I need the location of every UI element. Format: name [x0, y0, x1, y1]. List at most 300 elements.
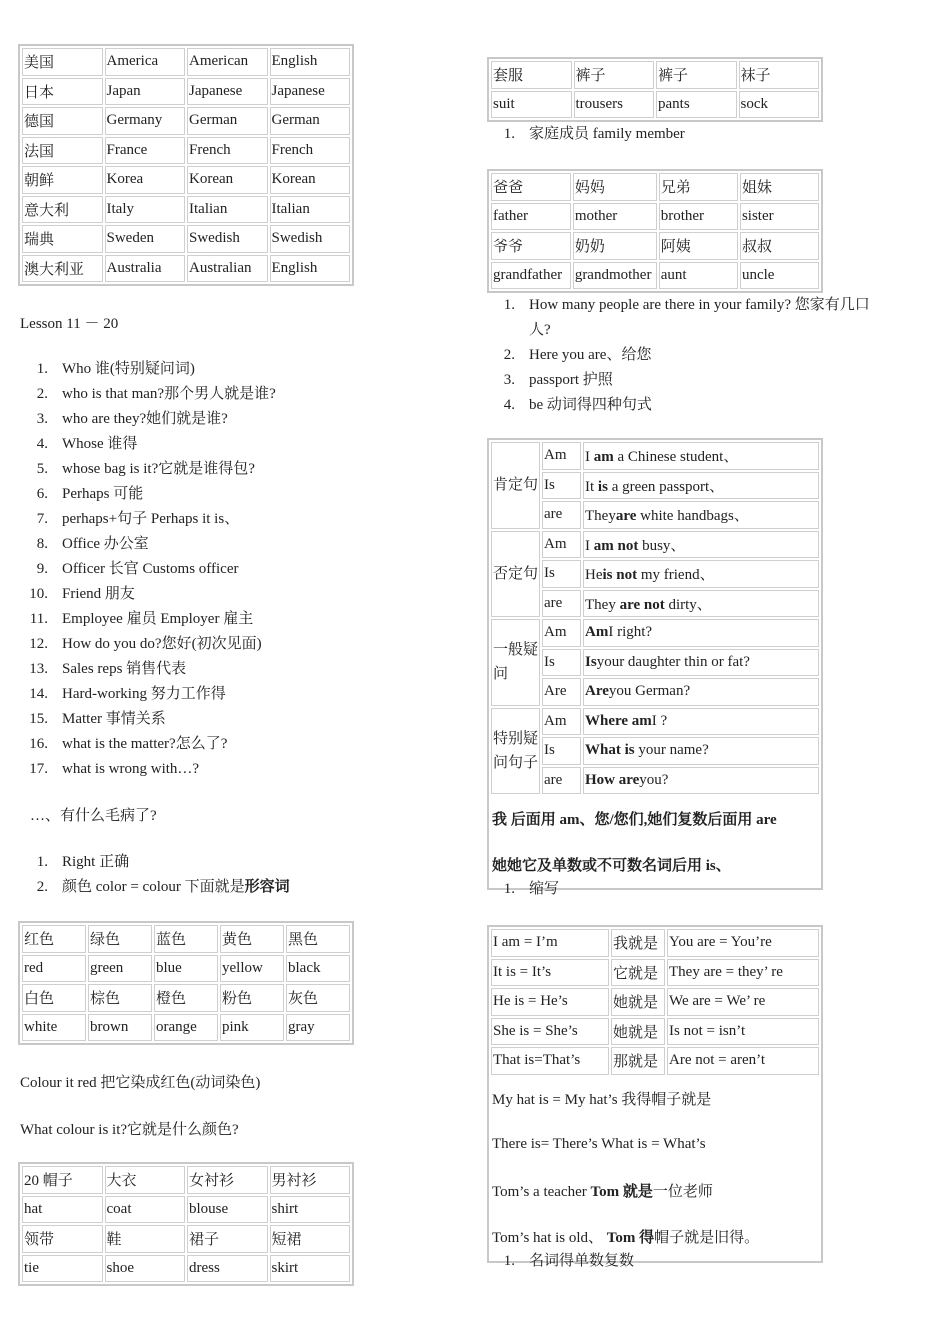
table-row: [491, 442, 819, 470]
table-cell: 裤子: [574, 61, 655, 89]
example-cell: [583, 531, 819, 559]
list-item: [18, 557, 276, 582]
table-cell: grandfather: [491, 262, 571, 290]
table-cell: father: [491, 203, 571, 231]
clothes-table: [18, 1162, 354, 1286]
table-cell: 意大利: [22, 196, 103, 224]
table-cell: blue: [154, 955, 218, 983]
list-text: what is the matter?怎么了?: [62, 736, 228, 752]
table-row: [491, 708, 819, 736]
list-number: 1.: [503, 126, 515, 142]
table-cell: German: [270, 107, 351, 135]
table-cell: French: [187, 137, 268, 165]
table-cell: I am = I’m: [491, 929, 609, 957]
contraction-line-row: [491, 1077, 819, 1121]
example-cell: [583, 767, 819, 795]
table-cell: He is = He’s: [491, 988, 609, 1016]
table-cell: shirt: [270, 1196, 351, 1224]
table-row: [491, 959, 819, 987]
contraction-line-row: [491, 1169, 819, 1213]
list-item: [485, 877, 559, 902]
example-bold: am not: [593, 537, 639, 554]
table-cell: pink: [220, 1014, 284, 1042]
list-number: 3.: [36, 411, 48, 427]
table-cell: Germany: [105, 107, 186, 135]
verb-cell: Is: [542, 560, 581, 588]
noun-heading: [485, 1249, 634, 1274]
table-cell: 套服: [491, 61, 572, 89]
example-cell: [583, 737, 819, 765]
example-text: busy、: [638, 537, 686, 554]
table-cell: That is=That’s: [491, 1047, 609, 1075]
table-row: [22, 1014, 350, 1042]
table-cell: 男衬衫: [270, 1166, 351, 1194]
list-number: 12.: [29, 636, 48, 652]
example-bold: is: [597, 478, 608, 495]
table-cell: 女衬衫: [187, 1166, 268, 1194]
table-cell: Australian: [187, 255, 268, 283]
vocab-list: [18, 357, 276, 782]
table-row: [22, 107, 350, 135]
list-number: 9.: [36, 561, 48, 577]
list-text: be 动词得四种句式: [529, 397, 652, 413]
list-number: 1.: [503, 297, 515, 313]
table-row: [491, 61, 819, 89]
list-item: [18, 850, 290, 875]
verb-cell: are: [542, 501, 581, 529]
list-number: 14.: [29, 686, 48, 702]
table-cell: 瑞典: [22, 225, 103, 253]
table-cell: Japanese: [187, 78, 268, 106]
list-text: Employee 雇员 Employer 雇主: [62, 611, 254, 627]
list-text: How do you do?您好(初次见面): [62, 636, 262, 652]
contraction-heading: [485, 877, 559, 902]
table-cell: 她就是: [611, 988, 665, 1016]
table-cell: 我就是: [611, 929, 665, 957]
table-row: [22, 1166, 350, 1194]
table-cell: 姐妹: [740, 173, 819, 201]
example-bold: is not: [602, 567, 638, 584]
example-bold: How are: [585, 771, 640, 788]
example-text: you German?: [608, 683, 691, 700]
list-item: [18, 732, 276, 757]
list-item: [485, 1249, 634, 1274]
contraction-line: [491, 1123, 819, 1167]
example-text: you?: [639, 771, 669, 788]
example-bold: are: [615, 508, 637, 525]
list-item: [18, 432, 276, 457]
table-cell: sock: [739, 91, 820, 119]
verb-cell: Am: [542, 708, 581, 736]
family-table: [487, 169, 823, 293]
table-cell: 灰色: [286, 984, 350, 1012]
wrong-note: …、有什么毛病了?: [30, 808, 157, 824]
table-cell: She is = She’s: [491, 1018, 609, 1046]
family-heading: [485, 122, 685, 147]
list-item: [485, 368, 870, 393]
table-cell: America: [105, 48, 186, 76]
sentence-type-label: 肯定句: [491, 442, 540, 529]
table-cell: green: [88, 955, 152, 983]
table-row: [491, 472, 819, 500]
line-bold: Tom 得: [606, 1230, 655, 1246]
verb-cell: Are: [542, 678, 581, 706]
table-cell: tie: [22, 1255, 103, 1283]
table-cell: 叔叔: [740, 232, 819, 260]
list-text: whose bag is it?它就是谁得包?: [62, 461, 255, 477]
list-item-continuation: [485, 318, 870, 343]
table-cell: 法国: [22, 137, 103, 165]
example-cell: [583, 442, 819, 470]
list-item: [18, 582, 276, 607]
table-cell: 澳大利亚: [22, 255, 103, 283]
table-cell: suit: [491, 91, 572, 119]
list-item: [18, 532, 276, 557]
table-cell: 阿姨: [659, 232, 738, 260]
list-text: Who 谁(特别疑问词): [62, 361, 195, 377]
list-number: 16.: [29, 736, 48, 752]
example-text: I right?: [608, 624, 653, 641]
sentence-type-label: 特别疑问句子: [491, 708, 540, 795]
list-text: Sales reps 销售代表: [62, 661, 187, 677]
list-text: Whose 谁得: [62, 436, 138, 452]
table-row: [22, 166, 350, 194]
table-cell: Japanese: [270, 78, 351, 106]
contraction-line: [491, 1077, 819, 1121]
example-cell: [583, 590, 819, 618]
table-cell: English: [270, 255, 351, 283]
table-cell: 棕色: [88, 984, 152, 1012]
list-item: [485, 293, 870, 318]
table-cell: Korean: [187, 166, 268, 194]
table-cell: Korea: [105, 166, 186, 194]
table-row: [491, 649, 819, 677]
table-cell: orange: [154, 1014, 218, 1042]
example-text: a Chinese student、: [613, 449, 739, 466]
list-text: Friend 朋友: [62, 586, 135, 602]
list-item: [485, 343, 870, 368]
table-row: [491, 262, 819, 290]
line-text: Tom’s a teacher: [492, 1184, 591, 1200]
table-cell: brother: [659, 203, 738, 231]
list-number: 3.: [503, 372, 515, 388]
table-cell: 那就是: [611, 1047, 665, 1075]
list-item: [18, 632, 276, 657]
list-item: [18, 682, 276, 707]
table-cell: 它就是: [611, 959, 665, 987]
table-cell: red: [22, 955, 86, 983]
list-text: Hard-working 努力工作得: [62, 686, 226, 702]
be-verb-table: [487, 438, 823, 890]
table-row: [22, 925, 350, 953]
example-text: They: [585, 596, 620, 613]
list-text: passport 护照: [529, 372, 613, 388]
table-row: [491, 91, 819, 119]
list-number: 4.: [36, 436, 48, 452]
table-cell: It is = It’s: [491, 959, 609, 987]
example-bold: Are: [585, 683, 609, 700]
list-item: [18, 457, 276, 482]
table-cell: blouse: [187, 1196, 268, 1224]
list-item: [18, 607, 276, 632]
verb-cell: Is: [542, 472, 581, 500]
table-cell: 蓝色: [154, 925, 218, 953]
table-cell: trousers: [574, 91, 655, 119]
table-cell: 大衣: [105, 1166, 186, 1194]
table-cell: French: [270, 137, 351, 165]
table-cell: Italian: [270, 196, 351, 224]
verb-cell: are: [542, 590, 581, 618]
table-cell: They are = they’ re: [667, 959, 819, 987]
right-list: [18, 850, 290, 900]
table-row: [491, 232, 819, 260]
example-cell: [583, 649, 819, 677]
example-cell: [583, 708, 819, 736]
table-cell: mother: [573, 203, 657, 231]
table-cell: Is not = isn’t: [667, 1018, 819, 1046]
table-cell: 袜子: [739, 61, 820, 89]
table-cell: 20 帽子: [22, 1166, 103, 1194]
table-cell: Swedish: [187, 225, 268, 253]
table-row: [491, 590, 819, 618]
table-cell: American: [187, 48, 268, 76]
colour-sentence: Colour it red 把它染成红色(动词染色): [20, 1075, 261, 1091]
list-text: who are they?她们就是谁?: [62, 411, 228, 427]
table-row: [491, 1047, 819, 1075]
table-row: [491, 929, 819, 957]
example-text: They: [585, 508, 616, 525]
list-item: [18, 507, 276, 532]
example-bold: am: [593, 449, 614, 466]
example-text: I: [585, 449, 594, 466]
table-cell: grandmother: [573, 262, 657, 290]
table-cell: hat: [22, 1196, 103, 1224]
table-row: [491, 767, 819, 795]
list-text: Perhaps 可能: [62, 486, 144, 502]
list-number: 1.: [36, 854, 48, 870]
table-cell: 朝鲜: [22, 166, 103, 194]
table-cell: 日本: [22, 78, 103, 106]
list-text: Here you are、给您: [529, 347, 652, 363]
list-text: 家庭成员 family member: [529, 126, 685, 142]
example-cell: [583, 472, 819, 500]
table-row: [22, 255, 350, 283]
line-text: 帽子就是旧得。: [654, 1230, 760, 1246]
list-number: 17.: [29, 761, 48, 777]
table-row: [22, 984, 350, 1012]
list-item: [18, 707, 276, 732]
table-cell: Italian: [187, 196, 268, 224]
table-cell: yellow: [220, 955, 284, 983]
table-row: [491, 737, 819, 765]
table-cell: 领带: [22, 1225, 103, 1253]
example-text: a green passport、: [607, 478, 725, 495]
list-number: 7.: [36, 511, 48, 527]
table-cell: 奶奶: [573, 232, 657, 260]
table-cell: 橙色: [154, 984, 218, 1012]
table-cell: Sweden: [105, 225, 186, 253]
example-text: I: [585, 537, 594, 554]
table-cell: Italy: [105, 196, 186, 224]
list-item: [485, 122, 685, 147]
table-cell: 绿色: [88, 925, 152, 953]
table-row: [491, 619, 819, 647]
list-number: 8.: [36, 536, 48, 552]
table-cell: 粉色: [220, 984, 284, 1012]
list-number: 10.: [29, 586, 48, 602]
colors-table: [18, 921, 354, 1045]
list-number: 5.: [36, 461, 48, 477]
list-number: 1.: [503, 881, 515, 897]
table-cell: German: [187, 107, 268, 135]
list-number: 13.: [29, 661, 48, 677]
line-text: My hat is = My hat’s 我得帽子就是: [492, 1092, 712, 1108]
table-cell: 红色: [22, 925, 86, 953]
table-cell: English: [270, 48, 351, 76]
table-row: [22, 955, 350, 983]
list-text: 名词得单数复数: [529, 1253, 635, 1269]
list-text: Office 办公室: [62, 536, 149, 552]
table-cell: You are = You’re: [667, 929, 819, 957]
list-text: Right 正确: [62, 854, 130, 870]
list-number: 15.: [29, 711, 48, 727]
table-cell: 黑色: [286, 925, 350, 953]
verb-cell: Am: [542, 619, 581, 647]
list-item: [18, 757, 276, 782]
example-text: white handbags、: [636, 508, 749, 525]
verb-cell: Am: [542, 442, 581, 470]
verb-cell: Is: [542, 649, 581, 677]
list-number: 6.: [36, 486, 48, 502]
table-row: [491, 678, 819, 706]
table-cell: shoe: [105, 1255, 186, 1283]
line-text: 一位老师: [652, 1184, 713, 1200]
rule-row: [491, 796, 819, 840]
table-cell: 妈妈: [573, 173, 657, 201]
table-cell: uncle: [740, 262, 819, 290]
contraction-line-row: [491, 1123, 819, 1167]
list-text: 缩写: [529, 881, 560, 897]
list-number: 1.: [36, 361, 48, 377]
list-item: [18, 657, 276, 682]
list-number: 1.: [503, 1253, 515, 1269]
list-text: Matter 事情关系: [62, 711, 166, 727]
example-bold: Where am: [585, 712, 652, 729]
sentence-type-label: 一般疑问: [491, 619, 540, 706]
table-cell: Swedish: [270, 225, 351, 253]
table-cell: 兄弟: [659, 173, 738, 201]
table-cell: 美国: [22, 48, 103, 76]
table-row: [491, 501, 819, 529]
list-item: [18, 382, 276, 407]
table-row: [491, 1018, 819, 1046]
list-text: Officer 长官 Customs officer: [62, 561, 239, 577]
example-bold: Am: [585, 624, 609, 641]
list-text: How many people are there in your family? 您家有几口: [529, 297, 870, 313]
table-cell: 德国: [22, 107, 103, 135]
table-row: [22, 137, 350, 165]
countries-table: [18, 44, 354, 286]
line-bold: Tom 就是: [590, 1184, 653, 1200]
list-text: perhaps+句子 Perhaps it is、: [62, 511, 240, 527]
table-cell: black: [286, 955, 350, 983]
example-cell: [583, 619, 819, 647]
table-cell: 白色: [22, 984, 86, 1012]
example-bold: are not: [619, 596, 665, 613]
sentence-type-label: 否定句: [491, 531, 540, 618]
clothes2-table: [487, 57, 823, 122]
example-cell: [583, 501, 819, 529]
list-text: 颜色 color = colour 下面就是: [62, 879, 245, 895]
list-text: who is that man?那个男人就是谁?: [62, 386, 276, 402]
table-cell: We are = We’ re: [667, 988, 819, 1016]
family-list: [485, 293, 870, 418]
table-cell: coat: [105, 1196, 186, 1224]
list-item: [18, 482, 276, 507]
table-cell: 裙子: [187, 1225, 268, 1253]
table-cell: gray: [286, 1014, 350, 1042]
list-item: [18, 357, 276, 382]
table-row: [491, 173, 819, 201]
table-row: [22, 1225, 350, 1253]
example-text: He: [585, 567, 603, 584]
list-number: 2.: [36, 386, 48, 402]
table-row: [22, 1196, 350, 1224]
table-cell: France: [105, 137, 186, 165]
what-colour: What colour is it?它就是什么颜色?: [20, 1122, 239, 1138]
table-cell: 爷爷: [491, 232, 571, 260]
table-cell: 她就是: [611, 1018, 665, 1046]
list-text: 人?: [529, 322, 551, 338]
table-row: [491, 203, 819, 231]
list-number: 11.: [29, 611, 48, 627]
rule-cell: 我 后面用 am、您/您们,她们复数后面用 are: [492, 811, 777, 828]
list-item: [18, 407, 276, 432]
table-cell: 黄色: [220, 925, 284, 953]
table-cell: Australia: [105, 255, 186, 283]
verb-cell: are: [542, 767, 581, 795]
table-cell: white: [22, 1014, 86, 1042]
example-cell: [583, 678, 819, 706]
example-text: I ?: [651, 712, 668, 729]
list-number: 4.: [503, 397, 515, 413]
table-cell: sister: [740, 203, 819, 231]
table-row: [491, 560, 819, 588]
list-text: what is wrong with…?: [62, 761, 200, 777]
table-row: [22, 1255, 350, 1283]
list-number: 2.: [503, 347, 515, 363]
verb-cell: Am: [542, 531, 581, 559]
example-bold: Is: [585, 653, 597, 670]
contraction-line: [491, 1169, 819, 1213]
list-bold-text: 形容词: [244, 879, 290, 895]
table-cell: 裤子: [656, 61, 737, 89]
table-cell: 爸爸: [491, 173, 571, 201]
verb-cell: Is: [542, 737, 581, 765]
list-item: [485, 393, 870, 418]
table-cell: 短裙: [270, 1225, 351, 1253]
table-cell: 鞋: [105, 1225, 186, 1253]
table-row: [22, 78, 350, 106]
table-cell: Korean: [270, 166, 351, 194]
contractions-table: [487, 925, 823, 1263]
example-bold: What is: [585, 742, 635, 759]
rule-cell: 她她它及单数或不可数名词后用 is、: [492, 857, 731, 874]
table-cell: Are not = aren’t: [667, 1047, 819, 1075]
table-row: [22, 225, 350, 253]
line-text: There is= There’s What is = What’s: [492, 1136, 706, 1152]
list-item: [18, 875, 290, 900]
